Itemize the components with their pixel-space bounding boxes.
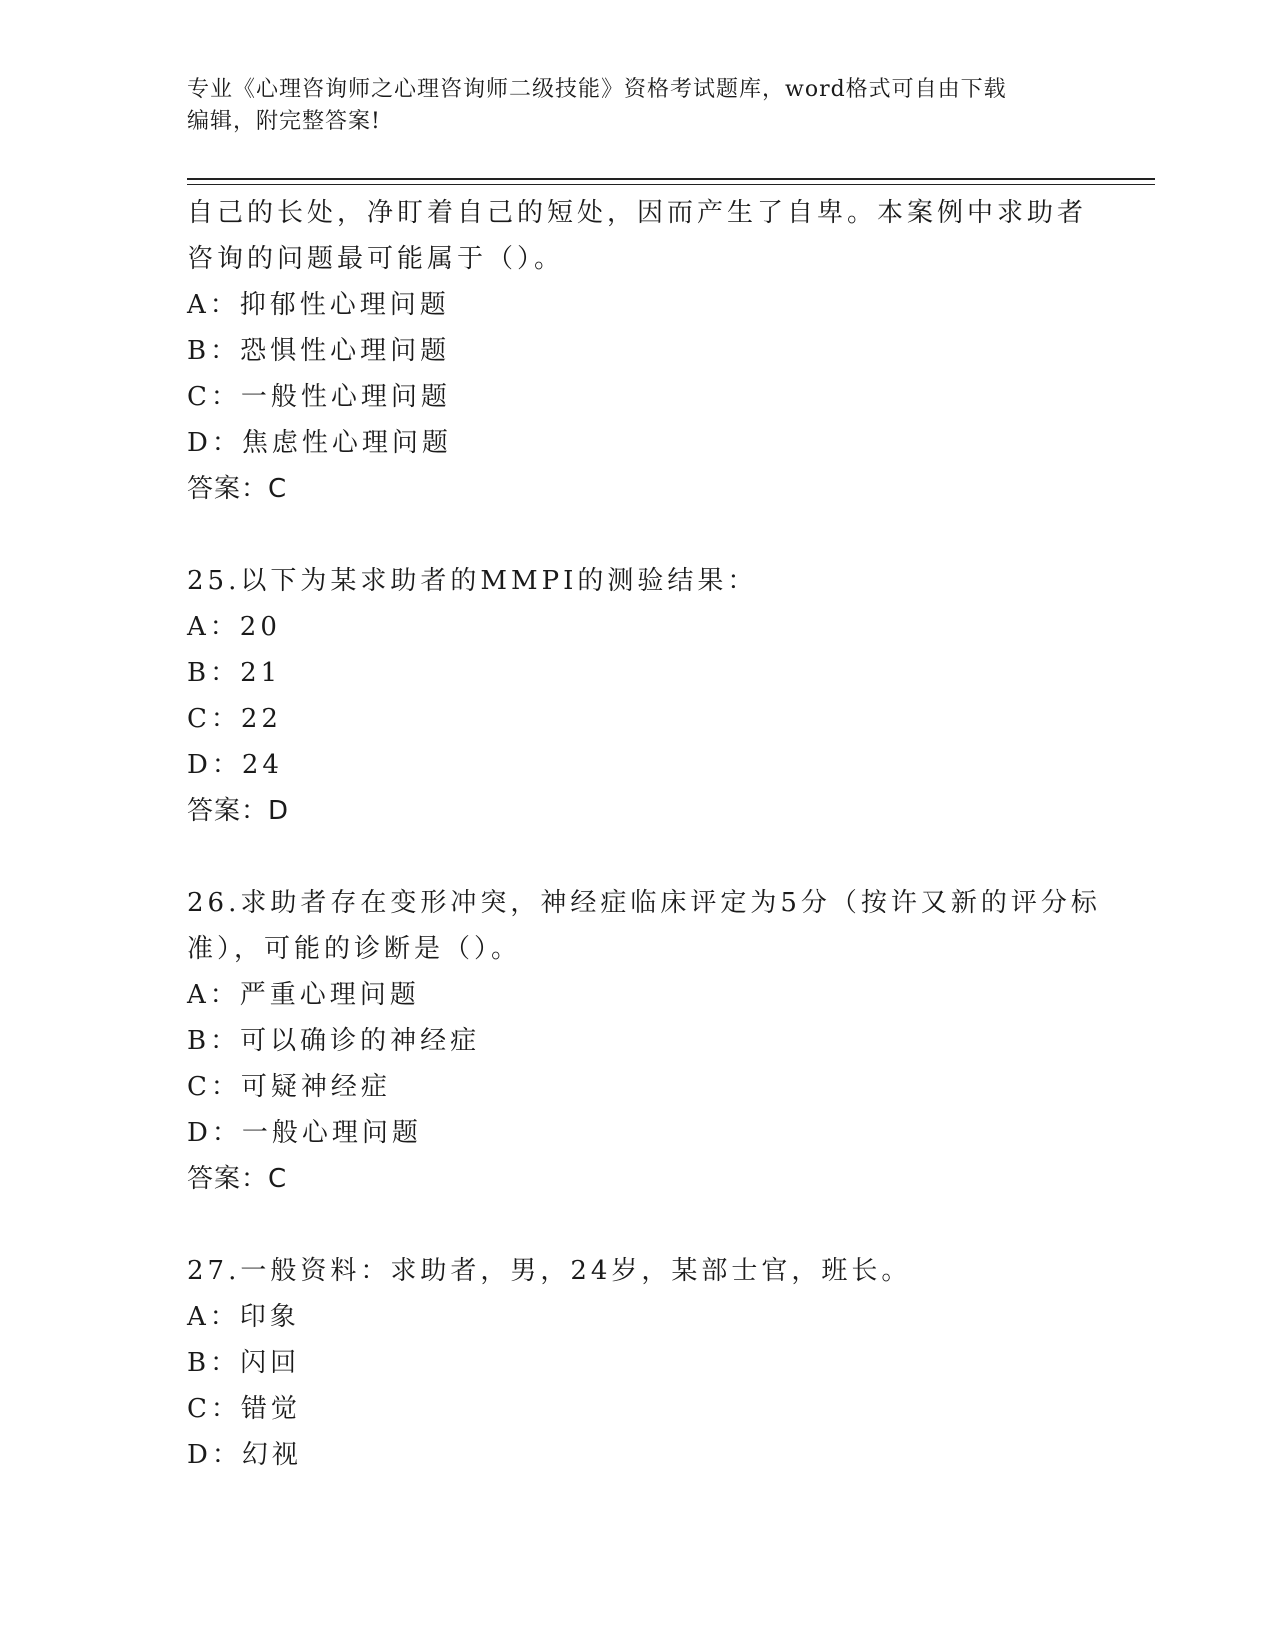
question-26: [187, 880, 1101, 1202]
question-24: [187, 190, 1087, 512]
option-d: D：24: [187, 750, 283, 780]
header-line-1: 专业《心理咨询师之心理咨询师二级技能》资格考试题库，word格式可自由下载: [187, 77, 1007, 102]
option-a: A：严重心理问题: [187, 980, 420, 1010]
option-a: A：印象: [187, 1302, 300, 1332]
option-c: C：错觉: [187, 1394, 301, 1424]
option-d: D：幻视: [187, 1440, 302, 1470]
question-25: [187, 558, 1087, 834]
option-c: C：可疑神经症: [187, 1072, 391, 1102]
answer: 答案：C: [187, 1164, 288, 1194]
option-a: A：抑郁性心理问题: [187, 290, 450, 320]
option-c: C：一般性心理问题: [187, 382, 451, 412]
header-rule-thin: [187, 184, 1155, 185]
option-b: B：恐惧性心理问题: [187, 336, 451, 366]
header-line-2: 编辑，附完整答案!: [187, 109, 381, 134]
question-text: 25.以下为某求助者的MMPI的测验结果：: [187, 566, 758, 596]
document-header: [187, 74, 1087, 138]
question-text: 咨询的问题最可能属于（）。: [187, 244, 565, 274]
option-c: C：22: [187, 704, 282, 734]
option-d: D：焦虑性心理问题: [187, 428, 452, 458]
question-text: 27.一般资料：求助者，男，24岁，某部士官，班长。: [187, 1256, 912, 1286]
header-rule-thick: [187, 178, 1155, 180]
question-list: [187, 190, 1101, 1478]
question-text: 准），可能的诊断是（）。: [187, 934, 522, 964]
answer: 答案：C: [187, 474, 288, 504]
answer: 答案：D: [187, 796, 290, 826]
question-text: 自己的长处，净盯着自己的短处，因而产生了自卑。本案例中求助者: [187, 198, 1088, 228]
option-d: D：一般心理问题: [187, 1118, 422, 1148]
option-b: B：可以确诊的神经症: [187, 1026, 481, 1056]
option-b: B：21: [187, 658, 282, 688]
option-a: A：20: [187, 612, 281, 642]
question-text: 26.求助者存在变形冲突，神经症临床评定为5分（按许又新的评分标: [187, 888, 1101, 918]
option-b: B：闪回: [187, 1348, 301, 1378]
question-27: [187, 1248, 1087, 1478]
